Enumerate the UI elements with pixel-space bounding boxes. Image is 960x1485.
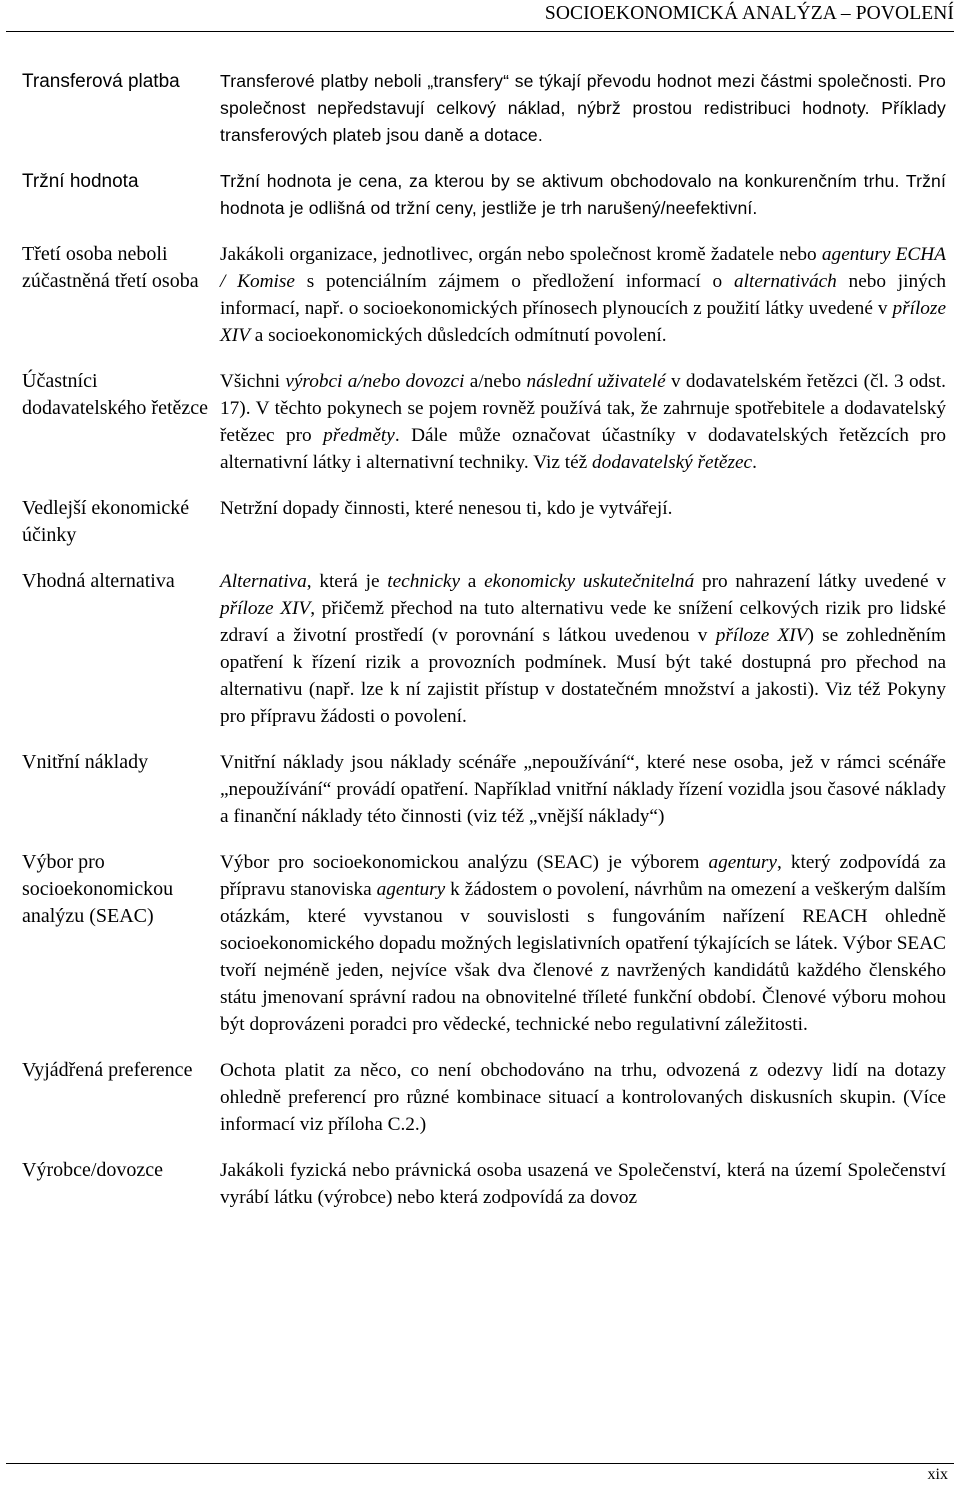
glossary-entry (22, 68, 946, 149)
page-header (0, 0, 960, 34)
emphasized-term: výrobci a/nebo dovozci (285, 371, 465, 392)
glossary-term: Výbor pro socioekonomickou analýzu (SEAC) (22, 851, 174, 927)
definition-text: Transferové platby neboli „transfery“ se týkají převodu hodnot mezi částmi společnosti. Pro společnost nepředstavují celkový náklad, nýbrž prostou redistribuci hodnoty. Příklady transferových plateb jsou daně a dotace. (220, 71, 946, 145)
glossary-definition (220, 368, 946, 476)
definition-text: Vnitřní náklady jsou náklady scénáře „nepoužívání“, které nese osoba, jež v rámci scénáře „nepoužívání“ provádí opatření. Například vnitřní náklady řízení vozidla jsou časové náklady a finanční náklady této činnosti (viz též „vnější náklady“) (220, 752, 946, 827)
glossary-entry (22, 568, 946, 730)
glossary-entry (22, 241, 946, 349)
definition-text: , přičemž přechod na tuto alternativu vede ke snížení celkových rizik pro lidské zdraví a životní prostředí (v porovnání s látkou uvedenou v (220, 598, 946, 646)
glossary-definition (220, 1157, 946, 1211)
emphasized-term: alternativách (733, 271, 837, 292)
glossary-definition (220, 749, 946, 830)
definition-text: ) se zohledněním opatření k řízení rizik a provozních podmínek. Musí být také dostupná pro přechod na alternativu (např. lze k ní zajistit přístup v dostatečném množství a jakosti). Viz též Pokyny pro přípravu žádosti o povolení. (220, 625, 947, 727)
definition-text: s potenciálním zájmem o předložení informací o (294, 271, 734, 292)
glossary-definition (220, 68, 946, 149)
glossary-definition (220, 168, 946, 222)
glossary-entry (22, 849, 946, 1038)
glossary-definition (220, 241, 946, 349)
definition-text: . Dále může označovat účastníky v dodavatelských řetězcích pro alternativní látky i alternativní techniky. Viz též (220, 425, 946, 473)
glossary-term: Tržní hodnota (22, 171, 139, 192)
definition-text: k žádostem o povolení, návrhům na omezení a veškerým dalším otázkám, které vyvstanou v souvislosti s fungováním nařízení REACH ohledně socioekonomického dopadu možných legislativních opatření týkajících se látek. Výbor SEAC tvoří nejméně jeden, nejvíce však dva členové z navržených kandidátů každého členského státu jmenovaní správní radou na obnovitelné tříleté funkční období. Členové výboru mohou být doprovázeni poradci pro vědecké, technické nebo regulativní záležitosti. (220, 879, 947, 1035)
definition-text: Jakákoli fyzická nebo právnická osoba usazená ve Společenství, která na území Společenství vyrábí látku (výrobce) nebo která zodpovídá za dovoz (220, 1160, 946, 1208)
definition-text: Tržní hodnota je cena, za kterou by se aktivum obchodovalo na konkurenčním trhu. Tržní hodnota je odlišná od tržní ceny, jestliže je trh narušený/neefektivní. (220, 171, 946, 218)
definition-text: . (752, 452, 757, 473)
glossary-term: Účastníci dodavatelského řetězce (22, 370, 209, 419)
emphasized-term: agentury ECHA / Komise (220, 244, 946, 292)
definition-text: Ochota platit za něco, co není obchodováno na trhu, odvozená z odezvy lidí na dotazy ohledně preferencí pro různé kombinace situací a kontrolovaných diskusních skupin. (Více informací viz příloha C.2.) (220, 1060, 946, 1135)
emphasized-term: Alternativa (220, 571, 307, 592)
glossary-entry (22, 495, 946, 549)
glossary-term: Vhodná alternativa (22, 570, 175, 592)
definition-text: , která je (306, 571, 388, 592)
page-number: xix (927, 1466, 948, 1483)
running-title: SOCIOEKONOMICKÁ ANALÝZA – POVOLENÍ (544, 3, 954, 24)
glossary-term: Vyjádřená preference (22, 1059, 193, 1081)
emphasized-term: příloze XIV (220, 298, 946, 346)
definition-text: pro nahrazení látky uvedené v (694, 571, 947, 592)
definition-text: Jakákoli organizace, jednotlivec, orgán nebo společnost kromě žadatele nebo (220, 244, 822, 265)
emphasized-term: předměty (323, 425, 395, 446)
glossary-table (22, 68, 946, 1230)
glossary-term: Výrobce/dovozce (22, 1159, 164, 1181)
footer-rule (6, 1463, 954, 1464)
definition-text: v dodavatelském řetězci (čl. 3 odst. 17). V těchto pokynech se pojem rovněž používá tak, že zahrnuje spotřebitele a dodavatelský řetězec pro (220, 371, 946, 446)
definition-text: Výbor pro socioekonomickou analýzu (SEAC) je výborem (220, 852, 709, 873)
glossary-entry (22, 168, 946, 222)
emphasized-term: technicky (387, 571, 461, 592)
glossary-entry (22, 749, 946, 830)
header-rule (6, 31, 954, 32)
definition-text: Všichni (220, 371, 286, 392)
definition-text: Netržní dopady činnosti, které nenesou ti, kdo je vytvářejí. (220, 498, 673, 519)
glossary-term: Vnitřní náklady (22, 751, 149, 773)
glossary-definition (220, 1057, 946, 1138)
emphasized-term: příloze XIV (715, 625, 808, 646)
emphasized-term: ekonomicky uskutečnitelná (484, 571, 695, 592)
definition-text: nebo jiných informací, např. o socioekonomických přínosech plynoucích z použití látky uvedené v (220, 271, 946, 319)
definition-text: a (460, 571, 485, 592)
definition-text: , který zodpovídá za přípravu stanoviska (220, 852, 946, 900)
glossary-term: Třetí osoba neboli zúčastněná třetí osoba (22, 243, 199, 292)
glossary-entry (22, 1057, 946, 1138)
emphasized-term: následní uživatelé (526, 371, 666, 392)
glossary-entry (22, 1157, 946, 1211)
glossary-term: Transferová platba (22, 71, 180, 92)
glossary-definition (220, 495, 946, 549)
glossary-term: Vedlejší ekonomické účinky (22, 497, 190, 546)
glossary-definition (220, 849, 946, 1038)
emphasized-term: agentury (376, 879, 446, 900)
emphasized-term: příloze XIV (220, 598, 311, 619)
emphasized-term: agentury (708, 852, 777, 873)
emphasized-term: dodavatelský řetězec (592, 452, 753, 473)
glossary-entry (22, 368, 946, 476)
definition-text: a socioekonomických důsledcích odmítnutí povolení. (249, 325, 667, 346)
definition-text: a/nebo (464, 371, 527, 392)
glossary-definition (220, 568, 946, 730)
